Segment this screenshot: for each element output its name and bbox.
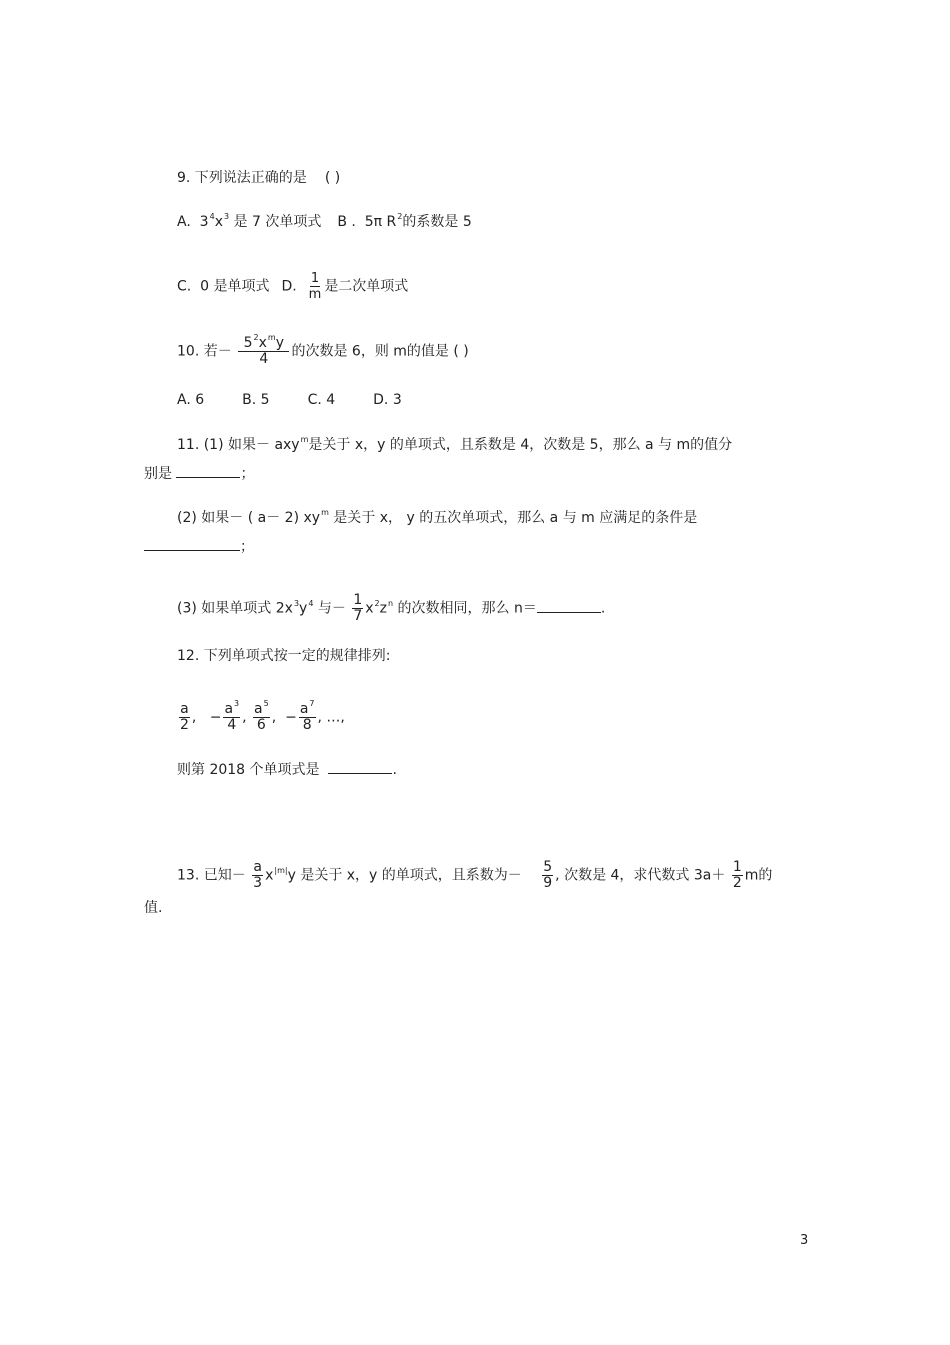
- page-number: 3: [800, 1233, 809, 1248]
- q11-part1-line2: 别是 ；: [144, 466, 255, 482]
- q9-stem: 9. 下列说法正确的是 ( ): [177, 170, 341, 186]
- q11-part2: (2) 如果－ ( a－ 2) $xy^m$ 是关于 x， y 的五次单项式，那么 a 与 m 应满足的条件是: [177, 508, 698, 526]
- q11-part1: 11. (1) 如果－ axy$^m$是关于 x，y 的单项式，且系数是 4，次数是 5，那么 a 与 m的值分: [177, 435, 733, 453]
- q12-sequence: $\frac{a}{2}$ , − $\frac{a^3}{4}$ , $\frac{a^5}{6}$ , − $\frac{a^7}{8}$ , …,: [180, 699, 345, 733]
- fraction-1-over-7: $\frac{1}{7}$: [353, 592, 363, 624]
- q12-stem: 12. 下列单项式按一定的规律排列:: [177, 648, 391, 664]
- q10-options: A. 6 B. 5 C. 4 D. 3: [177, 392, 402, 408]
- q12-ask: 则第 2018 个单项式是 .: [177, 762, 397, 778]
- q13-line2: 值.: [144, 900, 163, 916]
- q9-options-ab: A. $3^4x^3$ 是 7 次单项式 B . 5π $R^2$的系数是 5: [177, 212, 472, 230]
- answer-blank: [537, 600, 601, 613]
- q11-part2-line2: ；: [144, 538, 254, 555]
- q9-options-cd: C. 0 是单项式 D. $\frac{1}{m}$ 是二次单项式: [177, 271, 409, 302]
- answer-blank: [328, 761, 392, 774]
- answer-blank: [144, 538, 240, 551]
- q10-stem: 10. 若－ $\frac{5^2x^my}{4}$ 的次数是 6，则 m的值是 ( ): [177, 333, 469, 367]
- fraction-monomial: $\frac{5^2x^my}{4}$: [239, 333, 289, 367]
- fraction-1-over-m: $\frac{1}{m}$: [308, 271, 322, 302]
- answer-blank: [176, 465, 240, 478]
- q13-stem: 13. 已知－ $\frac{a}{3}$ $x^{|m|}y$ 是关于 x，y 的单项式，且系数为－ $\frac{5}{9}$ , 次数是 4，求代数式 3a＋ $\frac{1}{2}$ m的: [177, 859, 773, 891]
- q11-part3: (3) 如果单项式 $2x^3y^4$ 与－ $\frac{1}{7}$ $x^2z^n$ 的次数相同，那么 n＝ .: [177, 592, 606, 624]
